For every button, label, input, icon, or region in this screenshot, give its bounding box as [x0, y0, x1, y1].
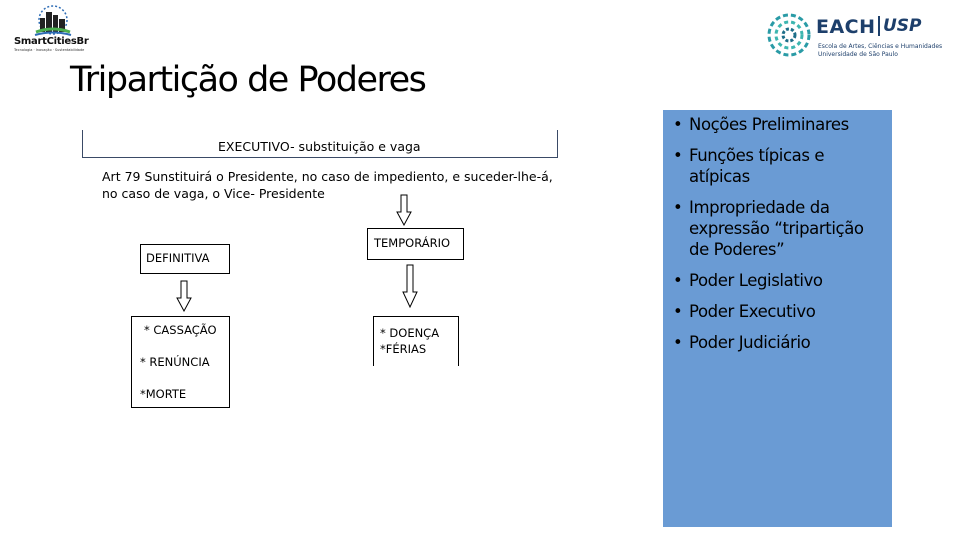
list-item: [673, 197, 882, 260]
list-item-label: Impropriedade da expressão “tripartição de Poderes”: [689, 198, 864, 259]
article-79-text: [102, 168, 567, 202]
city-skyline-icon: [10, 4, 96, 38]
list-item: [673, 145, 882, 187]
list-item: [673, 270, 882, 291]
topics-list: [673, 114, 882, 353]
smartcitiesbr-tagline: Tecnologia · Inovação · Sustentabilidade: [14, 48, 85, 52]
list-item: * DOENÇA: [380, 326, 440, 340]
each-usp-logo: [762, 8, 952, 64]
topics-panel: [663, 110, 892, 527]
arrow-down-icon: [402, 264, 418, 308]
definitiva-list-box: [131, 316, 230, 408]
list-item: * CASSAÇÃO: [144, 323, 217, 337]
bullet-icon: •: [673, 146, 683, 165]
arrow-down-icon: [396, 194, 412, 226]
bullet-icon: •: [673, 115, 683, 134]
each-subtitle-line2: Universidade de São Paulo: [818, 51, 898, 58]
bullet-icon: •: [673, 271, 683, 290]
list-item: * RENÚNCIA: [140, 355, 210, 369]
each-rosette-icon: [764, 10, 814, 60]
article-79-line1: Art 79 Sunstituirá o Presidente, no caso de impediento, e suceder-lhe-á,: [102, 169, 553, 184]
list-item-label: Poder Judiciário: [689, 333, 811, 352]
list-item: [673, 332, 882, 353]
article-79-line2: no caso de vaga, o Vice- Presidente: [102, 186, 325, 201]
list-item: *MORTE: [140, 387, 187, 401]
list-item-label: Noções Preliminares: [689, 115, 849, 134]
slide-title: Tripartição de Poderes: [70, 60, 426, 100]
bullet-icon: •: [673, 333, 683, 352]
list-item-label: Poder Executivo: [689, 302, 816, 321]
list-item-label: Funções típicas e atípicas: [689, 146, 825, 186]
smartcitiesbr-wordmark: SmartCitiesBr: [14, 36, 89, 47]
bullet-icon: •: [673, 302, 683, 321]
temporario-list-box: [373, 316, 459, 366]
list-item-label: Poder Legislativo: [689, 271, 823, 290]
definitiva-box: DEFINITIVA: [140, 244, 230, 274]
temporario-box: TEMPORÁRIO: [367, 228, 464, 260]
smartcitiesbr-logo: [10, 4, 96, 54]
executivo-diagram: [80, 124, 565, 414]
arrow-down-icon: [176, 280, 192, 312]
list-item: [673, 114, 882, 135]
usp-wordmark: USP: [878, 16, 922, 36]
list-item: *FÉRIAS: [380, 342, 427, 356]
each-wordmark: EACH: [816, 16, 876, 38]
executivo-label: EXECUTIVO- substituição e vaga: [218, 139, 421, 154]
each-subtitle-line1: Escola de Artes, Ciências e Humanidades: [818, 43, 943, 50]
bullet-icon: •: [673, 198, 683, 217]
each-subtitle: [818, 43, 942, 59]
list-item: [673, 301, 882, 322]
